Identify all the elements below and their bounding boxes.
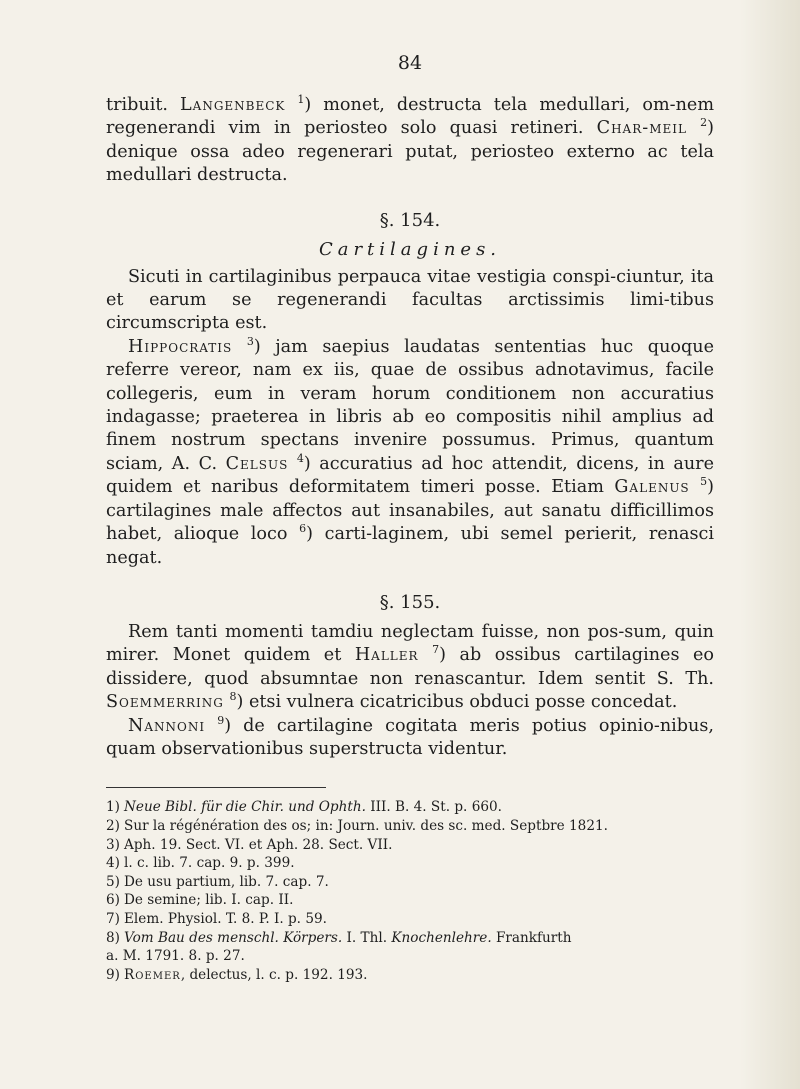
text-run: ) denique ossa adeo regenerari putat, periosteo externo ac tela medullari destructa. bbox=[106, 118, 715, 186]
footnote-8 bbox=[106, 929, 714, 948]
footnote-mark: 5) bbox=[106, 873, 120, 890]
footnotes bbox=[106, 798, 714, 984]
text-run: tribuit. bbox=[106, 95, 180, 115]
footnote-8-continuation: a. M. 1791. 8. p. 27. bbox=[106, 948, 245, 965]
text-run: ) carti-laginem, ubi semel perierit, renasci negat. bbox=[106, 524, 714, 568]
footnote-ref[interactable]: 6 bbox=[299, 522, 307, 536]
footnote-4 bbox=[106, 854, 714, 873]
text-run: ) jam saepius laudatas sententias huc quoque referre vereor, nam ex iis, quae de ossibus adnotavimus, facile collegeris, eum in veram horum conditionem non accuratius indagasse; praeterea in libris ab eo compositis nihil amplius ad finem nostrum spectans invenire possumus. Primus, quantum sciam, A. C. bbox=[106, 336, 714, 474]
footnote-ref[interactable]: 1 bbox=[297, 93, 305, 107]
page-number: 84 bbox=[397, 52, 423, 74]
footnote-mark: 6) bbox=[106, 892, 120, 909]
footnote-3 bbox=[106, 836, 714, 855]
author-name: Roemer bbox=[124, 966, 181, 983]
text-run: ) cartilagines male affectos aut insanabiles, aut sanatu difficillimos habet, alioque loco bbox=[106, 477, 714, 545]
paragraph-1 bbox=[106, 94, 714, 188]
author-name: Haller bbox=[354, 645, 419, 666]
section-number-155: §. 155. bbox=[379, 591, 441, 613]
citation-text: III. B. 4. St. p. 660. bbox=[365, 799, 502, 816]
footnote-ref[interactable]: 2 bbox=[700, 116, 708, 130]
citation-text: Sur la régénération des os; in: Journ. univ. des sc. med. Septbre 1821. bbox=[124, 817, 608, 834]
section-number-154: §. 154. bbox=[379, 209, 441, 231]
paragraph-3 bbox=[106, 336, 714, 570]
author-name: Nannoni bbox=[128, 715, 206, 736]
footnote-mark: 3) bbox=[106, 836, 120, 853]
footnote-6 bbox=[106, 891, 714, 910]
footnote-ref[interactable]: 7 bbox=[432, 643, 440, 657]
citation-text: De semine; lib. I. cap. II. bbox=[124, 892, 294, 909]
citation-title: Vom Bau des menschl. Körpers. bbox=[124, 929, 343, 946]
author-name: Hippocratis bbox=[128, 336, 233, 357]
author-name: Langenbeck bbox=[179, 95, 286, 115]
author-name: Galenus bbox=[614, 477, 690, 498]
footnote-ref[interactable]: 8 bbox=[229, 690, 237, 704]
text-run: Rem tanti momenti tamdiu neglectam fuisse, non pos-sum, quin mirer. Monet quidem et bbox=[106, 621, 714, 666]
footnote-mark: 1) bbox=[106, 799, 120, 816]
footnote-1 bbox=[106, 798, 714, 817]
footnote-divider bbox=[106, 787, 326, 788]
footnote-7 bbox=[106, 910, 714, 929]
footnote-9 bbox=[106, 966, 714, 985]
footnote-mark: 2) bbox=[106, 817, 120, 834]
text-run: ) ab ossibus cartilagines eo dissidere, quod absumntae non renascantur. Idem sentit S. Th. bbox=[106, 645, 715, 689]
footnote-ref[interactable]: 3 bbox=[246, 334, 254, 348]
author-name: Char-meil bbox=[596, 118, 687, 139]
citation-text: Aph. 19. Sect. VI. et Aph. 28. Sect. VII. bbox=[124, 836, 393, 853]
citation-text: Elem. Physiol. T. 8. P. I. p. 59. bbox=[124, 910, 327, 927]
footnote-mark: 9) bbox=[106, 966, 120, 983]
paragraph-4 bbox=[106, 621, 714, 715]
author-name: Soemmerring bbox=[106, 692, 224, 713]
paragraph-2: Sicuti in cartilaginibus perpauca vitae vestigia conspi-ciuntur, ita et earum se regenerandi facultas arctissimis limi-tibus circumscripta est. bbox=[106, 266, 714, 334]
footnote-mark: 4) bbox=[106, 855, 120, 872]
citation-text: l. c. lib. 7. cap. 9. p. 399. bbox=[124, 855, 295, 872]
footnote-ref[interactable]: 9 bbox=[217, 713, 225, 727]
citation-text: , delectus, l. c. p. 192. 193. bbox=[180, 966, 368, 983]
footnote-mark: 8) bbox=[106, 929, 120, 946]
text-run: ) etsi vulnera cicatricibus obduci posse concedat. bbox=[236, 692, 678, 713]
text-run: ) accuratius ad hoc attendit, dicens, in aure quidem et naribus deformitatem timeri posse. Etiam bbox=[106, 453, 714, 498]
citation-text: Frankfurth bbox=[491, 929, 572, 946]
page-edge-shadow bbox=[740, 0, 800, 1089]
footnote-mark: 7) bbox=[106, 910, 120, 927]
section-title: Cartilagines. bbox=[318, 238, 502, 260]
footnote-ref[interactable]: 5 bbox=[700, 475, 708, 489]
citation-text: De usu partium, lib. 7. cap. 7. bbox=[124, 873, 329, 890]
footnote-5 bbox=[106, 873, 714, 892]
footnote-ref[interactable]: 4 bbox=[296, 452, 304, 466]
author-name: Celsus bbox=[225, 453, 289, 474]
citation-title: Knochenlehre. bbox=[391, 929, 492, 946]
text-run: ) de cartilagine cogitata meris potius opinio-nibus, quam observationibus superstructa videntur. bbox=[106, 715, 715, 759]
text-run: ) monet, destructa tela medullari, om-nem regenerandi vim in periosteo solo quasi retineri. bbox=[106, 95, 715, 139]
page-content bbox=[106, 52, 714, 984]
footnote-2 bbox=[106, 817, 714, 836]
citation-text: I. Thl. bbox=[342, 929, 392, 946]
paragraph-5 bbox=[106, 715, 714, 762]
citation-title: Neue Bibl. für die Chir. und Ophth. bbox=[124, 799, 366, 816]
